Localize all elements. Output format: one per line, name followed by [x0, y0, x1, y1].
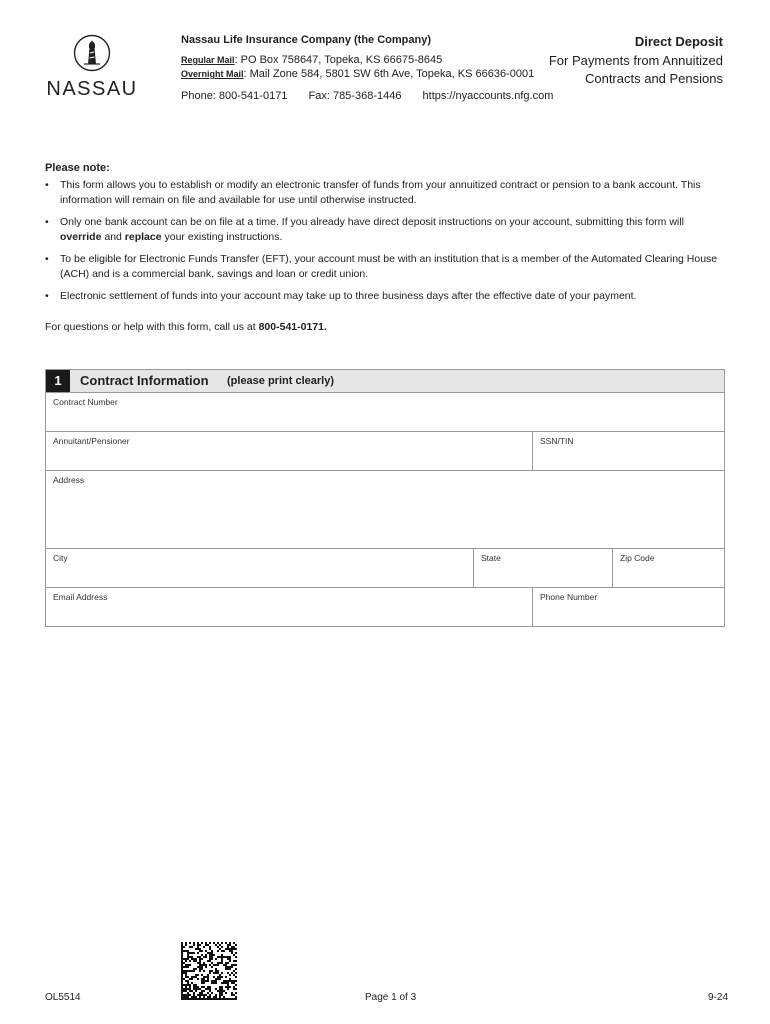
overnight-mail-address: : Mail Zone 584, 5801 SW 6th Ave, Topeka, KS 66636-0001: [243, 68, 535, 80]
section-header: [45, 369, 725, 393]
note-text: This form allows you to establish or modify an electronic transfer of funds from your annuitized contract or pension to a bank account. This information will remain on file and available for use until otherwise instructed.: [60, 179, 701, 206]
note-text: and: [101, 231, 125, 243]
note-text: To be eligible for Electronic Funds Transfer (EFT), your account must be with an institution that is a member of the Automated Clearing House (ACH) and is a commercial bank, savings and loan or credit union.: [60, 253, 718, 280]
note-bullet: [45, 289, 725, 304]
address-label: Address: [53, 475, 85, 485]
lighthouse-icon: [73, 34, 111, 72]
contract-fields-grid: [45, 393, 725, 627]
note-bullet: [45, 252, 725, 282]
phone-text: Phone: 800-541-0171: [181, 90, 288, 102]
field-row: [46, 393, 724, 432]
ssn-field[interactable]: [532, 432, 724, 470]
section-note: (please print clearly): [227, 375, 334, 387]
zip-field[interactable]: [612, 549, 724, 587]
note-bold-override: override: [60, 231, 102, 243]
note-text: Electronic settlement of funds into your account may take up to three business days after the effective date of your payment.: [60, 290, 637, 302]
questions-line: [45, 321, 327, 333]
note-text: your existing instructions.: [161, 231, 283, 243]
form-id: OL5514: [45, 992, 81, 1003]
overnight-mail-label: Overnight Mail: [181, 69, 244, 79]
document-title: Direct Deposit: [634, 34, 723, 49]
document-subtitle: For Payments from Annuitized Contracts and Pensions: [548, 53, 723, 86]
field-row: [46, 432, 724, 471]
fax-text: Fax: 785-368-1446: [308, 90, 402, 102]
phone-number-field[interactable]: [532, 588, 724, 626]
page-number: Page 1 of 3: [365, 992, 417, 1003]
note-bullet: [45, 215, 725, 245]
logo-text: NASSAU: [46, 78, 138, 100]
field-row: [46, 471, 724, 549]
annuitant-label: Annuitant/Pensioner: [53, 436, 130, 446]
zip-label: Zip Code: [620, 553, 655, 563]
contact-line: [181, 90, 571, 102]
notes-list: [45, 178, 725, 311]
company-name: Nassau Life Insurance Company (the Company): [181, 34, 431, 46]
city-field[interactable]: [46, 549, 473, 587]
field-row: [46, 549, 724, 588]
regular-mail-address: : PO Box 758647, Topeka, KS 66675-8645: [234, 54, 443, 66]
email-field[interactable]: [46, 588, 532, 626]
form-version: 9-24: [707, 992, 728, 1003]
section-title: Contract Information: [80, 373, 209, 388]
field-row: [46, 588, 724, 627]
state-field[interactable]: [473, 549, 613, 587]
email-label: Email Address: [53, 592, 108, 602]
questions-text: For questions or help with this form, call us at: [45, 321, 259, 333]
regular-mail-line: [181, 54, 442, 66]
contract-number-field[interactable]: [46, 393, 724, 431]
note-text: Only one bank account can be on file at a time. If you already have direct deposit instructions on your account, submitting this form will: [60, 216, 684, 228]
regular-mail-label: Regular Mail: [181, 55, 235, 65]
datamatrix-code: [181, 942, 237, 1000]
address-field[interactable]: [46, 471, 724, 548]
note-title: Please note:: [45, 162, 110, 174]
contract-information-section: [45, 369, 725, 627]
contract-number-label: Contract Number: [53, 397, 118, 407]
ssn-label: SSN/TIN: [540, 436, 574, 446]
state-label: State: [481, 553, 501, 563]
overnight-mail-line: [181, 68, 534, 80]
nassau-logo: [44, 34, 140, 106]
website-link[interactable]: https://nyaccounts.nfg.com: [422, 90, 554, 102]
city-label: City: [53, 553, 68, 563]
annuitant-field[interactable]: [46, 432, 532, 470]
note-bold-replace: replace: [124, 231, 162, 243]
phone-number-label: Phone Number: [540, 592, 598, 602]
section-number: 1: [46, 370, 70, 392]
questions-phone: 800-541-0171.: [258, 321, 327, 333]
note-bullet: [45, 178, 725, 208]
